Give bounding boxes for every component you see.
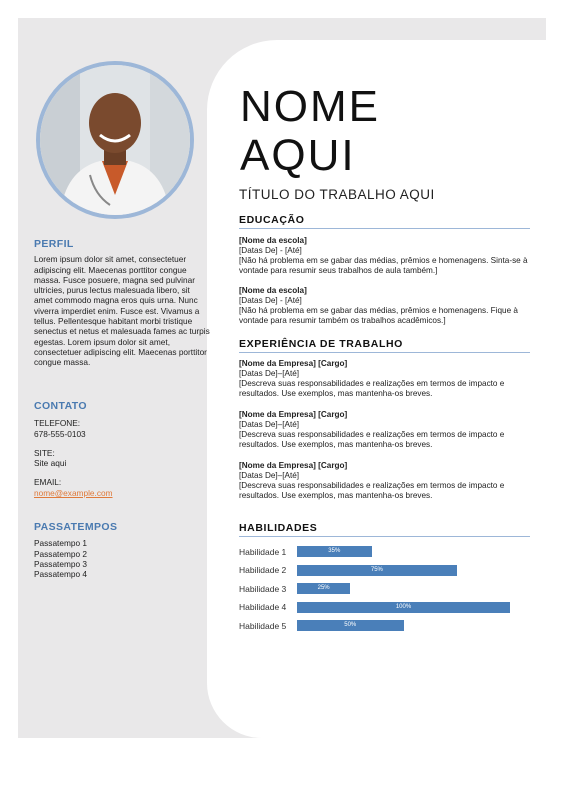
skill-bar: 25% bbox=[297, 583, 350, 594]
job-desc: [Descreva suas responsabilidades e realizações em termos de impacto e resultados. Use exemplos, mas mantenha-os breves. bbox=[239, 379, 505, 398]
site-label: SITE: bbox=[34, 447, 55, 458]
contact-email bbox=[34, 477, 210, 498]
school-dates: [Datas De] - [Até] bbox=[239, 246, 302, 255]
hobby-item: Passatempo 3 bbox=[34, 558, 88, 569]
contact-title: CONTATO bbox=[34, 400, 87, 412]
school-name: [Nome da escola] bbox=[239, 286, 307, 295]
skill-bar: 100% bbox=[297, 602, 510, 613]
hobby-item: Passatempo 4 bbox=[34, 569, 88, 580]
experience-entry bbox=[239, 461, 539, 501]
experience-entry bbox=[239, 410, 539, 450]
hobby-item: Passatempo 1 bbox=[34, 538, 88, 549]
company-name: [Nome da Empresa] [Cargo] bbox=[239, 359, 348, 368]
job-dates: [Datas De]–[Até] bbox=[239, 420, 300, 429]
hobbies-section bbox=[34, 522, 210, 579]
skills-title: HABILIDADES bbox=[239, 522, 530, 537]
person-name bbox=[240, 82, 380, 180]
skill-label: Habilidade 2 bbox=[239, 565, 287, 575]
company-name: [Nome da Empresa] [Cargo] bbox=[239, 461, 348, 470]
skill-label: Habilidade 1 bbox=[239, 547, 287, 557]
hobby-item: Passatempo 2 bbox=[34, 548, 88, 559]
email-link[interactable]: nome@example.com bbox=[34, 487, 113, 498]
job-dates: [Datas De]–[Até] bbox=[239, 471, 300, 480]
contact-site bbox=[34, 448, 210, 469]
skill-label: Habilidade 4 bbox=[239, 602, 287, 612]
education-entry bbox=[239, 286, 539, 326]
skill-label: Habilidade 5 bbox=[239, 621, 287, 631]
profile-photo bbox=[36, 61, 194, 219]
education-title: EDUCAÇÃO bbox=[239, 214, 530, 229]
name-line-2: AQUI bbox=[240, 131, 356, 180]
school-desc: [Não há problema em se gabar das médias, prêmios e homenagens. Sinta-se à vontade para resumir seus trabalhos de aula também.] bbox=[239, 256, 528, 275]
phone-label: TELEFONE: bbox=[34, 418, 81, 429]
school-name: [Nome da escola] bbox=[239, 236, 307, 245]
skill-bar: 50% bbox=[297, 620, 404, 631]
skill-bar: 75% bbox=[297, 565, 457, 576]
profile-section bbox=[34, 239, 210, 368]
school-desc: [Não há problema em se gabar das médias, prêmios e homenagens. Fique à vontade para resumir também os trabalhos acadêmicos.] bbox=[239, 306, 518, 325]
skill-bar: 35% bbox=[297, 546, 372, 557]
name-line-1: NOME bbox=[240, 82, 380, 131]
email-label: EMAIL: bbox=[34, 477, 62, 488]
phone-value: 678-555-0103 bbox=[34, 428, 86, 439]
site-value: Site aqui bbox=[34, 458, 67, 469]
job-dates: [Datas De]–[Até] bbox=[239, 369, 300, 378]
profile-title: PERFIL bbox=[34, 238, 74, 250]
experience-entry bbox=[239, 359, 539, 399]
contact-section bbox=[34, 401, 210, 507]
contact-phone bbox=[34, 418, 210, 439]
job-title: TÍTULO DO TRABALHO AQUI bbox=[239, 187, 435, 202]
skill-label: Habilidade 3 bbox=[239, 584, 287, 594]
company-name: [Nome da Empresa] [Cargo] bbox=[239, 410, 348, 419]
education-entry bbox=[239, 236, 539, 276]
hobbies-title: PASSATEMPOS bbox=[34, 521, 118, 533]
experience-title: EXPERIÊNCIA DE TRABALHO bbox=[239, 338, 530, 353]
job-desc: [Descreva suas responsabilidades e realizações em termos de impacto e resultados. Use exemplos, mas mantenha-os breves. bbox=[239, 481, 505, 500]
profile-text: Lorem ipsum dolor sit amet, consectetuer adipiscing elit. Maecenas porttitor congue massa. Fusce posuere, magna sed pulvinar ultricies, purus lectus malesuada libero, sit amet commodo magna eros quis urna. Nunc viverra imperdiet enim. Fusce est. Vivamus a tellus. Pellentesque habitant morbi tristique senectus et netus et malesuada fames ac turpis egestas. Lorem ipsum dolor sit amet, consectetuer adipiscing elit. Maecenas porttitor congue massa. bbox=[34, 254, 210, 368]
school-dates: [Datas De] - [Até] bbox=[239, 296, 302, 305]
person-photo-icon bbox=[40, 65, 190, 215]
job-desc: [Descreva suas responsabilidades e realizações em termos de impacto e resultados. Use exemplos, mas mantenha-os breves. bbox=[239, 430, 505, 449]
